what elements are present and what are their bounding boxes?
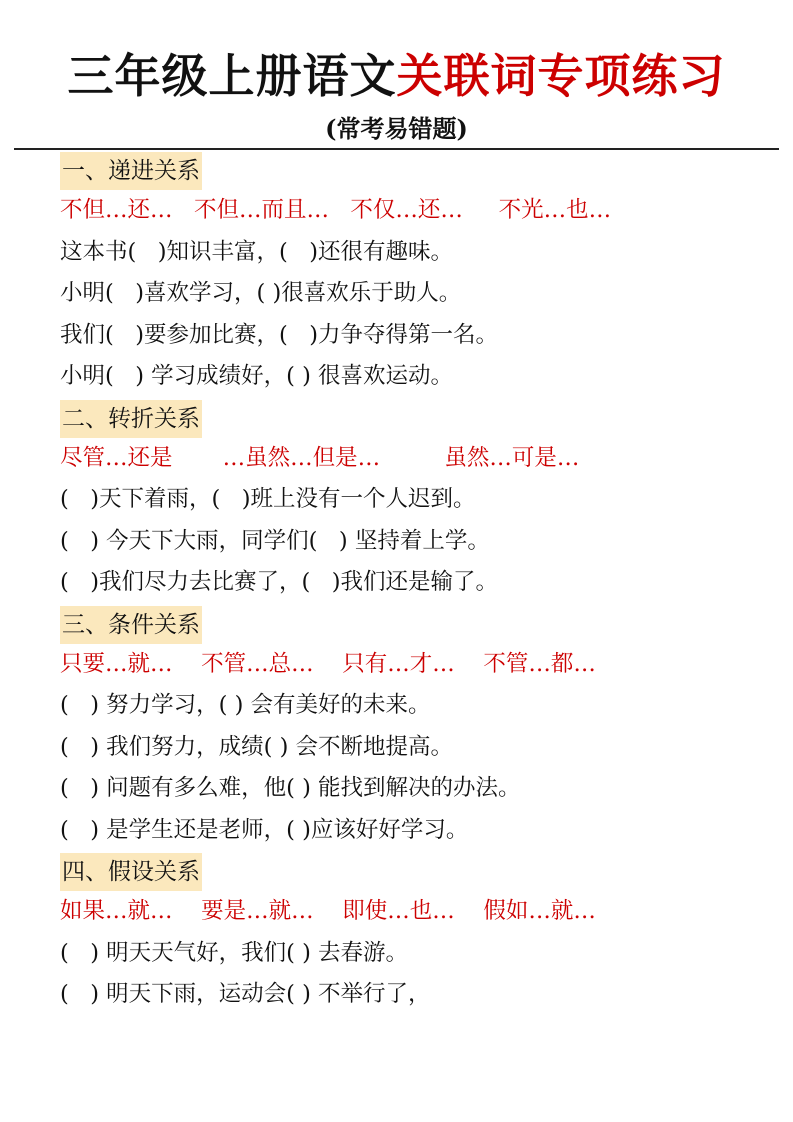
exercise-sentence: ( ) 问题有多么难，他( ) 能找到解决的办法。 <box>60 775 521 801</box>
section-hypothetical <box>60 851 780 1016</box>
exercise-sentence: ( ) 明天下雨，运动会( ) 不举行了， <box>60 981 431 1007</box>
exercise-sentence: ( ) 今天下大雨，同学们( ) 坚持着上学。 <box>60 527 490 554</box>
exercise-sentence: ( )我们尽力去比赛了，( )我们还是输了。 <box>60 569 499 595</box>
section-conditional <box>60 604 780 852</box>
conjunction-options: 如果…就… 要是…就… 即使…也… 假如…就… <box>60 898 596 924</box>
page-subtitle: (常考易错题) <box>325 114 468 143</box>
section-heading: 一、递进关系 <box>60 152 202 190</box>
page-title <box>0 46 793 106</box>
exercise-sentence: ( ) 明天天气好，我们( ) 去春游。 <box>60 939 409 966</box>
section-heading: 四、假设关系 <box>60 853 202 891</box>
section-heading: 三、条件关系 <box>60 606 202 644</box>
section-progressive <box>60 150 780 398</box>
exercise-sentence: 我们( )要参加比赛，( )力争夺得第一名。 <box>60 321 499 348</box>
title-red: 关联词专项练习 <box>396 49 726 103</box>
section-adversative <box>60 398 780 604</box>
exercise-sentence: 这本书( )知识丰富，( )还很有趣味。 <box>60 238 454 265</box>
title-black: 三年级上册语文 <box>67 49 397 103</box>
exercise-content <box>60 150 780 1016</box>
conjunction-options: 只要…就… 不管…总… 只有…才… 不管…都… <box>60 650 596 677</box>
exercise-sentence: 小明( ) 学习成绩好，( ) 很喜欢运动。 <box>60 363 454 389</box>
exercise-sentence: ( ) 我们努力，成绩( ) 会不断地提高。 <box>60 733 454 760</box>
exercise-sentence: ( )天下着雨，( )班上没有一个人迟到。 <box>60 486 476 512</box>
exercise-sentence: 小明( )喜欢学习，( )很喜欢乐于助人。 <box>60 280 462 306</box>
exercise-sentence: ( ) 是学生还是老师，( )应该好好学习。 <box>60 816 469 843</box>
exercise-sentence: ( ) 努力学习，( ) 会有美好的未来。 <box>60 692 431 718</box>
section-heading: 二、转折关系 <box>60 400 202 438</box>
conjunction-options: 尽管…还是 …虽然…但是… 虽然…可是… <box>60 444 580 471</box>
conjunction-options: 不但…还… 不但…而且… 不仅…还… 不光…也… <box>60 197 612 223</box>
